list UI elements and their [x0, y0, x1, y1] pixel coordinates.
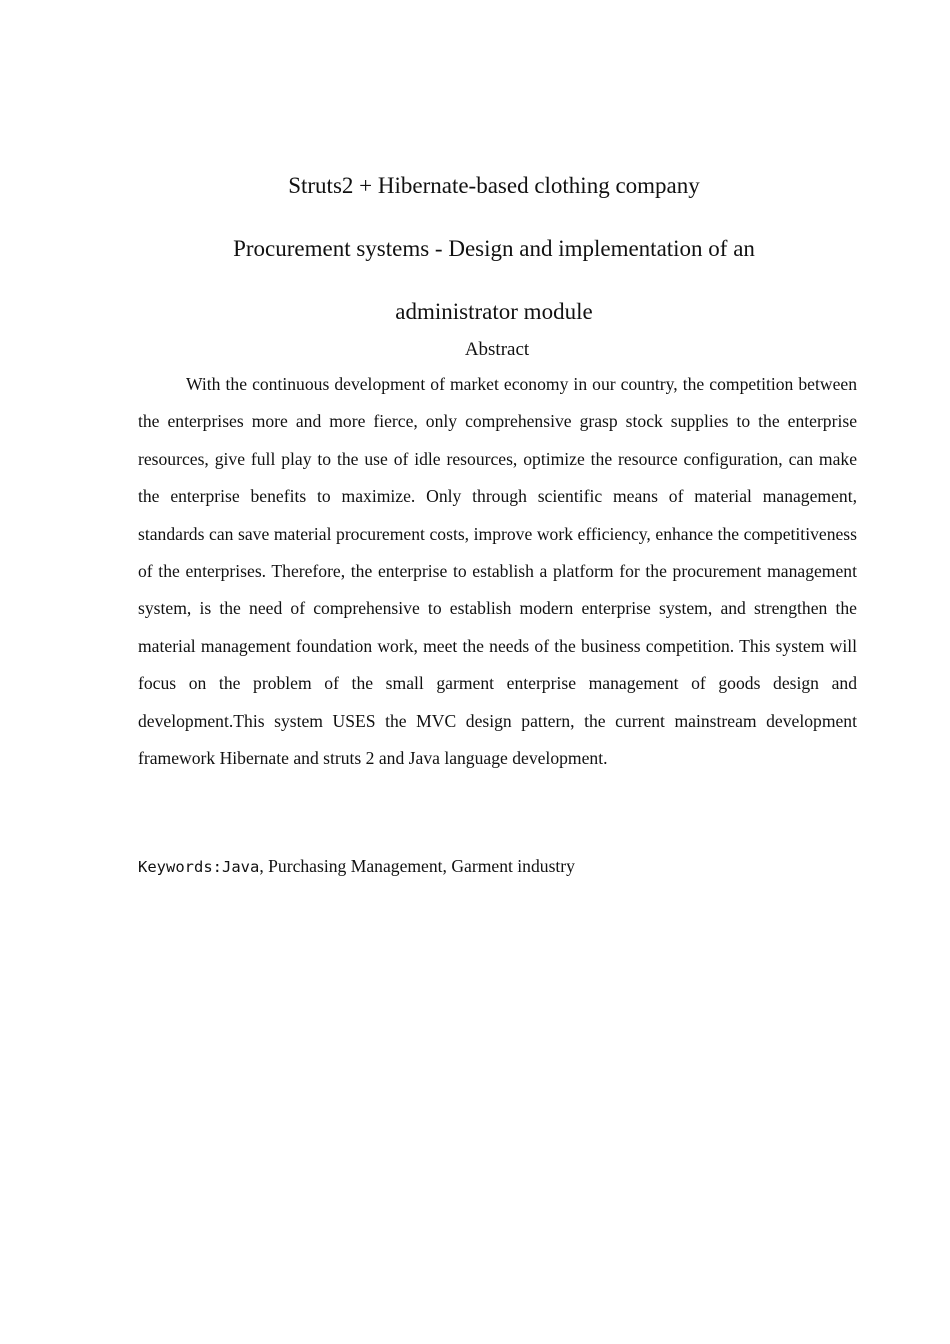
document-title	[138, 154, 850, 343]
keywords-values: , Purchasing Management, Garment industry	[259, 856, 575, 876]
title-line-1: Struts2 + Hibernate-based clothing company	[288, 173, 700, 198]
keywords-line	[138, 853, 857, 880]
title-line-3: administrator module	[395, 299, 593, 324]
keywords-label: Keywords:Java	[138, 858, 260, 876]
abstract-heading: Abstract	[464, 339, 530, 360]
abstract-paragraph: With the continuous development of market economy in our country, the competition between the enterprises more and more fierce, only comprehensive grasp stock supplies to the enterprise resources, give full play to the use of idle resources, optimize the resource configuration, can make the enterprise benefits to maximize. Only through scientific means of material management, standards can save material procurement costs, improve work efficiency, enhance the competitiveness of the enterprises. Therefore, the enterprise to establish a platform for the procurement management system, is the need of comprehensive to establish modern enterprise system, and strengthen the material management foundation work, meet the needs of the business competition. This system will focus on the problem of the small garment enterprise management of goods design and development.This system USES the MVC design pattern, the current mainstream development framework Hibernate and struts 2 and Java language development.	[138, 374, 857, 769]
title-line-2: Procurement systems - Design and implementation of an	[233, 236, 755, 261]
